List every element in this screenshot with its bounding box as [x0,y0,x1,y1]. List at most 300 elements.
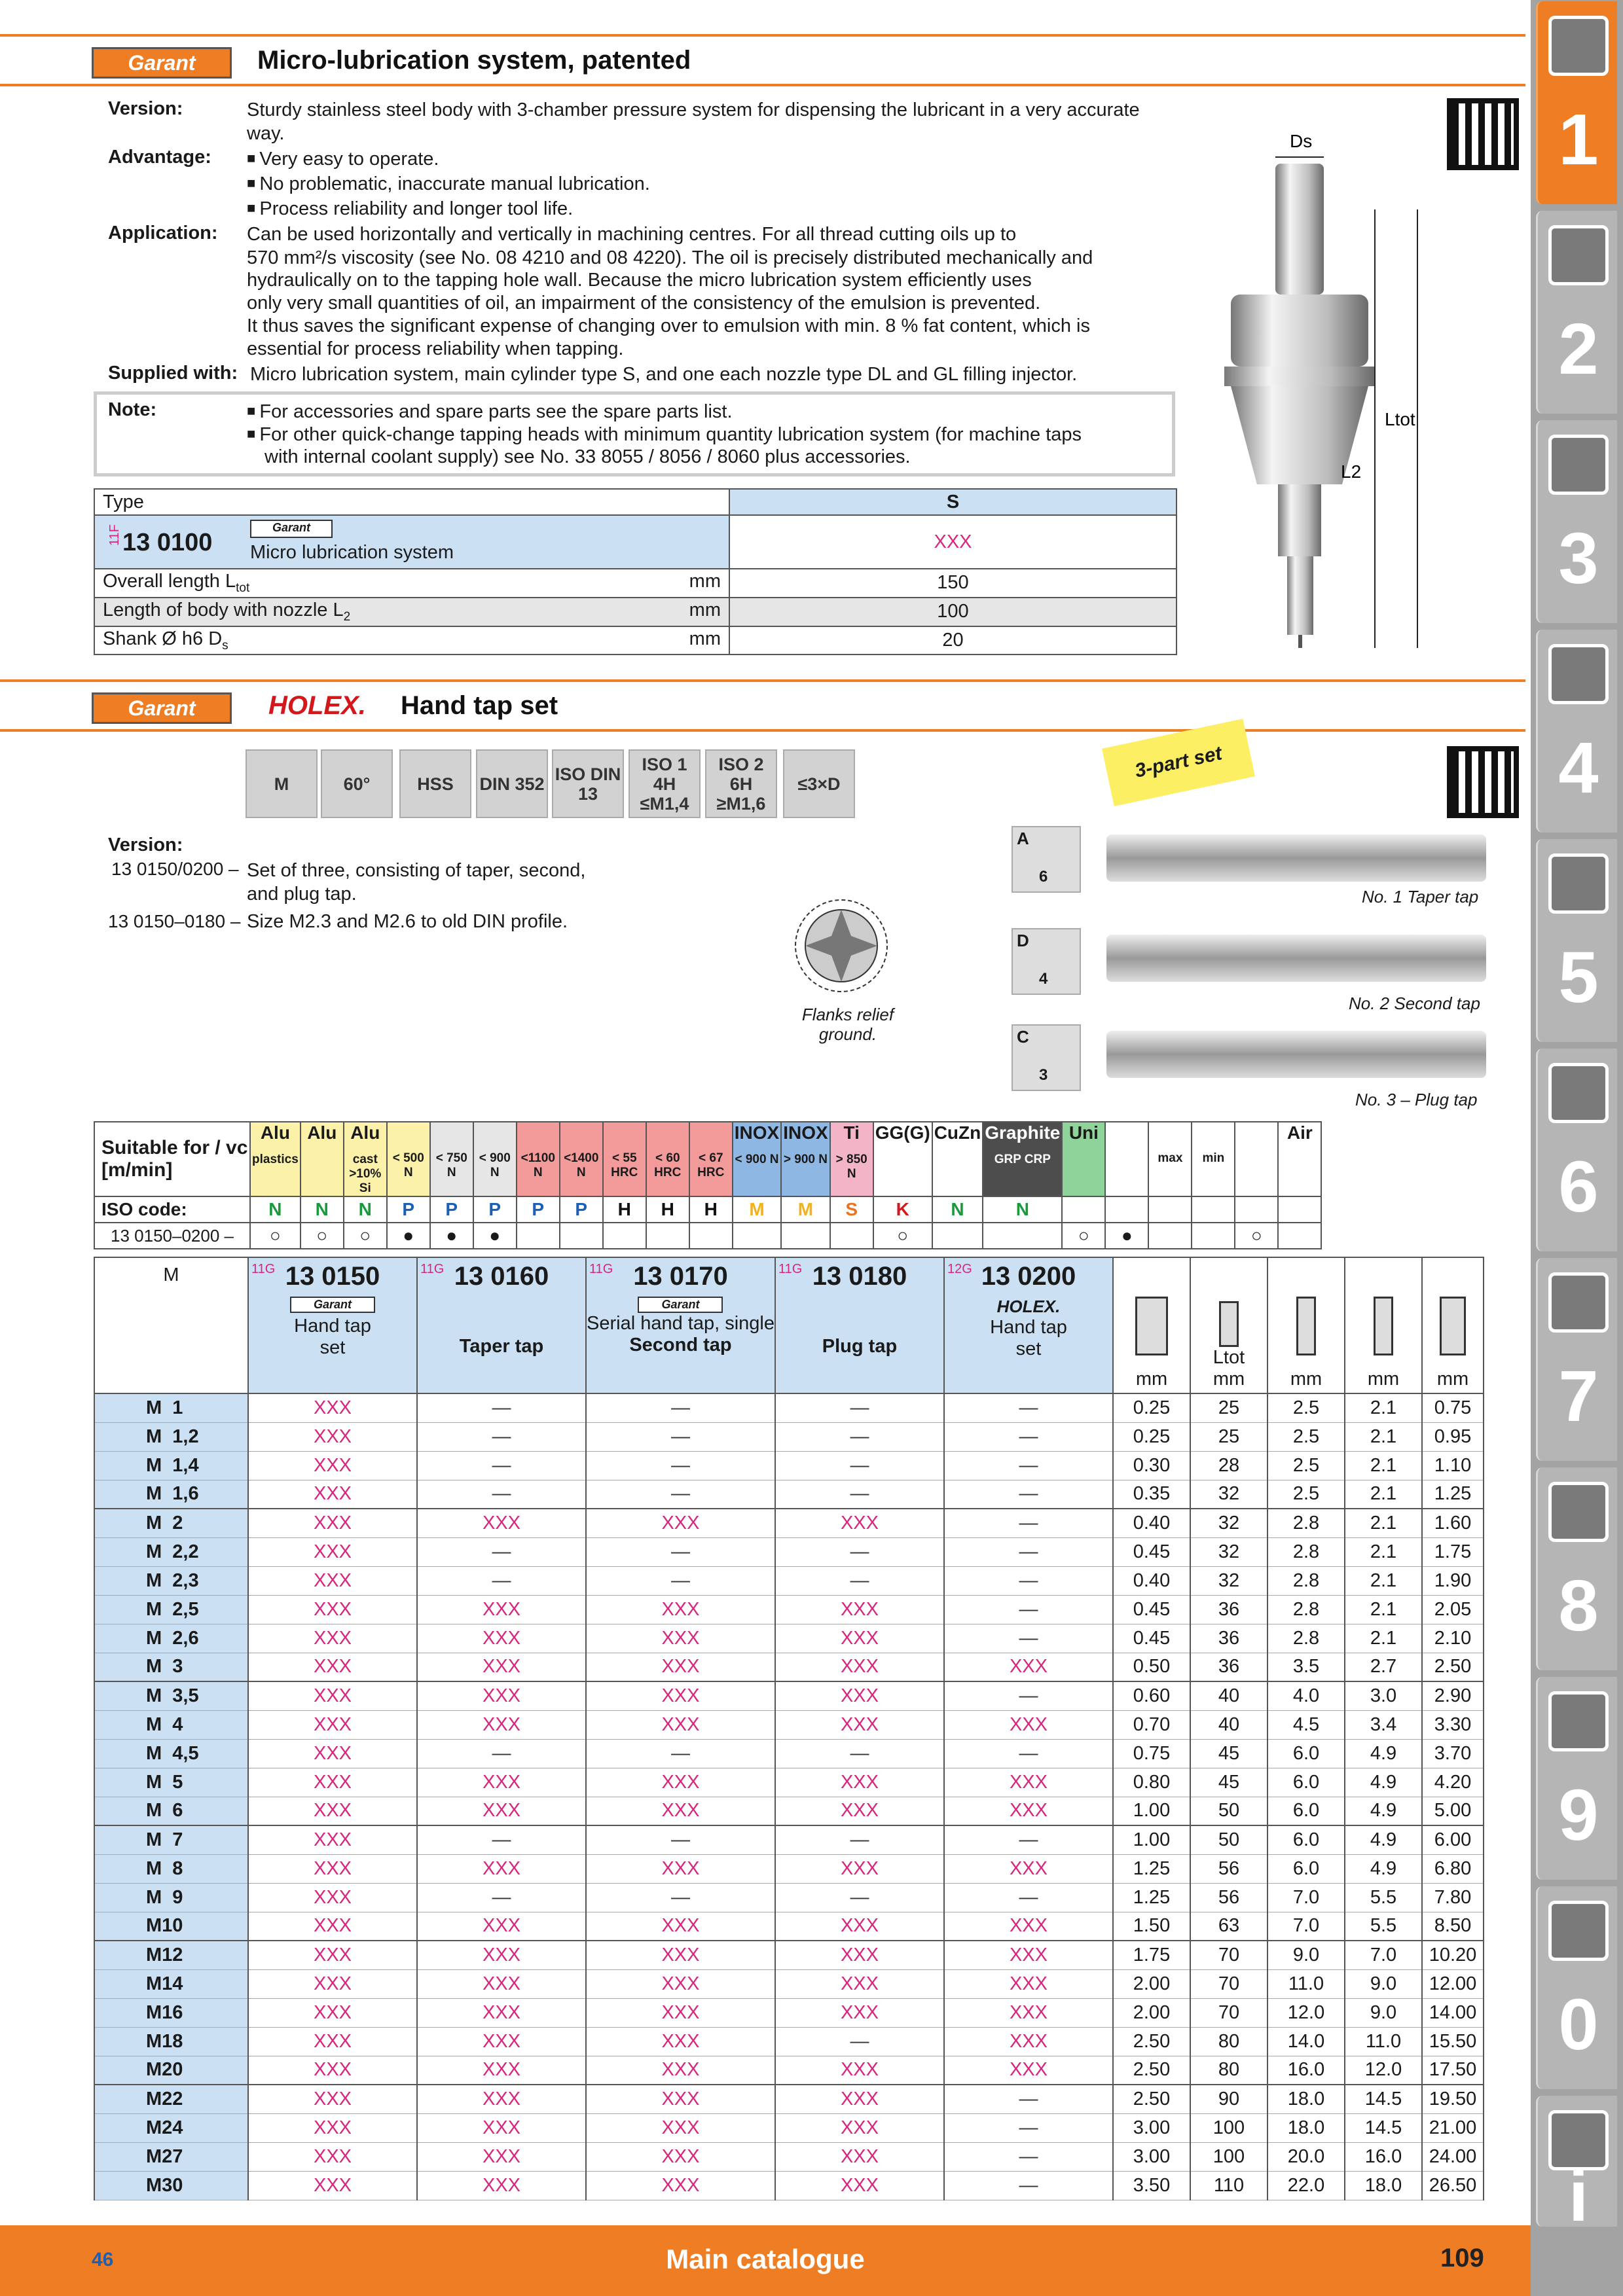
value-cell: — [944,2085,1113,2113]
garant-logo: Garant [92,692,232,724]
safety-goggles-icon [1548,1901,1609,1961]
suitability-table [94,1121,1322,1249]
price-cell: XXX [248,1969,417,1998]
price-cell: XXX [944,1768,1113,1797]
value-cell: 12.0 [1267,1998,1345,2027]
price-cell: XXX [775,1797,944,1825]
iso-code-cell: N [250,1196,301,1223]
micro-lubrication-tool-image [1205,118,1427,661]
thread-size-cell: M30 [94,2171,248,2200]
material-col-header: min [1192,1122,1235,1196]
hand-tap-table [94,1257,1484,2200]
material-col-header: < 750 N [430,1122,473,1196]
suitability-mark [830,1223,873,1249]
application-line: essential for process reliability when tapping. [247,338,624,359]
version-label: Version: [108,98,183,119]
value-cell: — [944,1480,1113,1509]
advantage-item: ■ No problematic, inaccurate manual lubrication. [247,171,650,196]
thread-size-cell: M27 [94,2142,248,2171]
value-cell: 4.9 [1345,1854,1422,1883]
application-line: Can be used horizontally and vertically in machining centres. For all thread cutting oils up to [247,224,1017,245]
value-cell: — [417,1480,586,1509]
value-cell: 4.9 [1345,1739,1422,1768]
col-13-0180: 11G 13 0180 Plug tap [775,1257,944,1393]
suitability-mark [1278,1223,1321,1249]
suitability-mark [932,1223,983,1249]
thread-size-cell: M22 [94,2085,248,2113]
price-cell: XXX [586,2085,775,2113]
iso-code-cell: P [387,1196,430,1223]
chapter-tab-1[interactable] [1536,1,1617,204]
qr-code[interactable] [1447,98,1519,170]
price-cell: XXX [775,1969,944,1998]
value-cell: 1.25 [1113,1883,1190,1912]
chapter-number: 7 [1558,1356,1599,1437]
thread-size-cell: M 2 [94,1509,248,1537]
thread-size-cell: M 3,5 [94,1681,248,1710]
material-col-header: INOX > 900 N [781,1122,830,1196]
iso-code-cell: N [344,1196,387,1223]
chapter-tab-3[interactable] [1536,420,1617,623]
chapter-tab-8[interactable] [1536,1467,1617,1670]
grinding-disc-icon [1548,853,1609,914]
value-cell: — [775,1537,944,1566]
value-cell: — [775,1480,944,1509]
value-cell: 26.50 [1422,2171,1484,2200]
chapter-number: 3 [1558,518,1599,599]
table-row [94,2171,1484,2200]
value-cell: 1.25 [1422,1480,1484,1509]
value-cell: — [586,1451,775,1480]
table-row [94,1595,1484,1624]
suitability-mark: ○ [344,1223,387,1249]
thread-size-cell: M 4,5 [94,1739,248,1768]
value-cell: — [586,1566,775,1595]
suitability-mark: ● [473,1223,517,1249]
iso-code-cell: S [830,1196,873,1223]
value-cell: 2.50 [1113,2085,1190,2113]
spec-row-label: Shank Ø h6 $D_s$ mm [94,626,729,655]
iso-code-cell: K [873,1196,932,1223]
holex-logo: HOLEX. [268,691,366,720]
value-cell: 1.60 [1422,1509,1484,1537]
thread-size-cell: M 2,6 [94,1624,248,1653]
value-cell: 0.75 [1113,1739,1190,1768]
chamfer-form-c: C 3 [1012,1024,1081,1091]
iso-code-cell: N [301,1196,344,1223]
price-cell: XXX [586,1509,775,1537]
value-cell: 11.0 [1345,2027,1422,2056]
value-cell: 7.0 [1345,1941,1422,1969]
value-cell: 6.0 [1267,1768,1345,1797]
value-cell: 9.0 [1345,1998,1422,2027]
value-cell: 90 [1190,2085,1267,2113]
thread-size-cell: M10 [94,1912,248,1941]
value-cell: 2.50 [1422,1653,1484,1681]
price-cell: XXX [586,1595,775,1624]
thread-size-cell: M 1,2 [94,1422,248,1451]
material-col-header: Air [1278,1122,1321,1196]
thread-size-cell: M12 [94,1941,248,1969]
chapter-tab-i[interactable] [1536,2096,1617,2236]
price-cell: XXX [775,1998,944,2027]
table-row [94,1912,1484,1941]
value-cell: 0.60 [1113,1681,1190,1710]
table-row [94,1883,1484,1912]
price-cell: XXX [248,1509,417,1537]
table-row [94,2085,1484,2113]
value-cell: 2.8 [1267,1509,1345,1537]
table-row [94,1825,1484,1854]
table-row [94,1739,1484,1768]
value-cell: 70 [1190,1969,1267,1998]
square-size-icon [1374,1297,1393,1355]
section-header-hand-tap-set [0,679,1525,732]
footer-bar [0,2225,1531,2296]
iso-code-cell: P [517,1196,560,1223]
value-cell: — [775,1451,944,1480]
value-cell: — [775,1393,944,1422]
table-row [94,1537,1484,1566]
iso-code-cell [1105,1196,1148,1223]
value-cell: — [944,1883,1113,1912]
value-cell: — [775,1566,944,1595]
price-cell: XXX [944,2027,1113,2056]
price-cell: XXX [586,1653,775,1681]
thread-size-cell: M 2,3 [94,1566,248,1595]
price-cell: XXX [775,1768,944,1797]
price-cell: XXX [248,1941,417,1969]
price-cell: XXX [586,1854,775,1883]
chapter-number: 4 [1558,728,1599,808]
value-cell: 14.0 [1267,2027,1345,2056]
price-cell: XXX [586,1681,775,1710]
value-cell: 2.1 [1345,1393,1422,1422]
table-row [94,1998,1484,2027]
thread-size-cell: M16 [94,1998,248,2027]
price-cell: XXX [417,2142,586,2171]
value-cell: 25 [1190,1393,1267,1422]
chapter-tab-9[interactable] [1536,1677,1617,1880]
price-cell: XXX [586,1768,775,1797]
value-cell: 3.4 [1345,1710,1422,1739]
iso-code-cell: H [603,1196,646,1223]
value-cell: 2.1 [1345,1509,1422,1537]
col-13-0160: 11G 13 0160 Taper tap [417,1257,586,1393]
value-cell: 0.45 [1113,1537,1190,1566]
value-cell: — [775,2027,944,2056]
value-cell: 1.50 [1113,1912,1190,1941]
table-row [94,1941,1484,1969]
material-col-header: Graphite GRP CRP [983,1122,1062,1196]
value-cell: 25 [1190,1422,1267,1451]
value-cell: 4.9 [1345,1797,1422,1825]
value-cell: 0.75 [1422,1393,1484,1422]
price-cell: XXX [248,2056,417,2085]
type-value: S [729,489,1176,515]
price-cell: XXX [775,1854,944,1883]
price-cell: XXX [586,2113,775,2142]
price-cell: XXX [944,2056,1113,2085]
spec-row-value: 20 [729,626,1176,655]
chapter-tabs [1531,0,1623,2296]
value-cell: 2.8 [1267,1537,1345,1566]
value-cell: 0.30 [1113,1451,1190,1480]
value-cell: 2.8 [1267,1624,1345,1653]
value-cell: 2.50 [1113,2056,1190,2085]
price-cell: XXX [248,1566,417,1595]
workbench-icon [1548,1482,1609,1542]
material-col-header: < 500 N [387,1122,430,1196]
suitability-mark: ○ [250,1223,301,1249]
value-cell: 3.5 [1267,1653,1345,1681]
value-cell: — [775,1739,944,1768]
value-cell: — [944,1681,1113,1710]
value-cell: 45 [1190,1768,1267,1797]
price-cell: XXX [248,1768,417,1797]
iso-code-cell: P [430,1196,473,1223]
value-cell: 18.0 [1345,2171,1422,2200]
value-cell: 21.00 [1422,2113,1484,2142]
shank-header: mm [1267,1257,1345,1393]
table-row [94,1797,1484,1825]
picto-iso1-4h: ISO 1 4H ≤M1,4 [629,749,701,818]
tap-caption: No. 2 Second tap [1349,994,1480,1013]
picto-iso-din-13: ISO DIN 13 [552,749,624,818]
shank-diameter-icon [1296,1297,1316,1355]
price-cell: XXX [775,2142,944,2171]
iso-code-cell: P [560,1196,603,1223]
type-label: Type [94,489,729,515]
material-col-header: < 900 N [473,1122,517,1196]
value-cell: 12.00 [1422,1969,1484,1998]
value-cell: 3.00 [1113,2113,1190,2142]
iso-code-cell: N [983,1196,1062,1223]
material-col-header: < 60 HRC [646,1122,689,1196]
thread-size-cell: M 1 [94,1393,248,1422]
value-cell: 6.0 [1267,1739,1345,1768]
chapter-tab-2[interactable] [1536,211,1617,414]
chapter-number: 2 [1558,309,1599,389]
tap-holder-icon [1548,435,1609,495]
section-title: Micro-lubrication system, patented [257,46,691,75]
spec-row-value: 100 [729,598,1176,626]
value-cell: 5.5 [1345,1883,1422,1912]
chapter-tab-0[interactable] [1536,1886,1617,2089]
ltot-header: Ltot mm [1190,1257,1267,1393]
value-cell: — [944,1537,1113,1566]
value-cell: 6.0 [1267,1797,1345,1825]
value-cell: 0.40 [1113,1566,1190,1595]
chapter-tab-5[interactable] [1536,839,1617,1042]
value-cell: 2.1 [1345,1537,1422,1566]
chamfer-form-d: D 4 [1012,928,1081,995]
value-cell: — [586,1739,775,1768]
col-13-0170: 11G 13 0170 Garant Serial hand tap, single Second tap [586,1257,775,1393]
version-code: 13 0150/0200 – [111,859,239,879]
version-code: 13 0150–0180 – [108,911,241,931]
value-cell: 8.50 [1422,1912,1484,1941]
price-cell: XXX [944,1969,1113,1998]
chapter-tab-6[interactable] [1536,1049,1617,1251]
value-cell: 22.0 [1267,2171,1345,2200]
garant-logo-small: Garant [250,520,333,538]
micro-lubrication-spec-table [94,488,1177,655]
picto-hss: HSS [399,749,471,818]
material-col-header: INOX < 900 N [733,1122,781,1196]
table-row [94,1624,1484,1653]
value-cell: 0.25 [1113,1422,1190,1451]
chapter-tab-7[interactable] [1536,1258,1617,1461]
price-cell: XXX [248,1537,417,1566]
material-col-header: Alu cast >10% Si [344,1122,387,1196]
chamfer-form-a: A 6 [1012,826,1081,893]
spec-row-label: Length of body with nozzle $L_2$ mm [94,598,729,626]
value-cell: 4.20 [1422,1768,1484,1797]
table-row [94,2027,1484,2056]
value-cell: 32 [1190,1537,1267,1566]
tap-length-icon [1219,1301,1239,1347]
value-cell: 10.20 [1422,1941,1484,1969]
article-code: 13 0100 [122,529,213,556]
second-tap-image [1106,935,1486,982]
suitability-mark: ○ [1235,1223,1278,1249]
section-title: Hand tap set [401,691,558,720]
value-cell: — [586,1422,775,1451]
value-cell: 6.80 [1422,1854,1484,1883]
price-cell: XXX [944,1854,1113,1883]
drill-icon [1548,16,1609,76]
value-cell: 19.50 [1422,2085,1484,2113]
picto-metric-thread: M [246,749,318,818]
application-label: Application: [108,223,218,243]
suitability-mark: ● [387,1223,430,1249]
iso-code-cell [1278,1196,1321,1223]
material-col-header: max [1148,1122,1192,1196]
l2-label: L2 [1341,461,1362,482]
price-cell: XXX [775,2171,944,2200]
col-13-0200: 12G 13 0200 HOLEX. Hand tap set [944,1257,1113,1393]
value-cell: — [417,1393,586,1422]
supplied-text: Micro lubrication system, main cylinder type S, and one each nozzle type DL and GL filling injector. [250,364,1078,385]
table-row [94,1710,1484,1739]
thread-size-cell: M20 [94,2056,248,2085]
value-cell: — [586,1393,775,1422]
thread-size-cell: M 1,6 [94,1480,248,1509]
value-cell: 32 [1190,1566,1267,1595]
price-cell: XXX [417,1509,586,1537]
value-cell: — [417,1566,586,1595]
version-row-text: Set of three, consisting of taper, second, and plug tap. [247,860,586,905]
price-cell: XXX [417,1998,586,2027]
price-cell: XXX [944,1941,1113,1969]
value-cell: — [586,1825,775,1854]
table-row [94,1393,1484,1422]
value-cell: 0.45 [1113,1595,1190,1624]
value-cell: 2.05 [1422,1595,1484,1624]
ds-label: Ds [1290,131,1313,151]
flank-relief-diagram [792,897,890,995]
table-row [94,1480,1484,1509]
chapter-number: 1 [1558,99,1599,180]
value-cell: 2.1 [1345,1595,1422,1624]
price-cell: XXX [248,2027,417,2056]
value-cell: — [944,1509,1113,1537]
value-cell: 28 [1190,1451,1267,1480]
price-cell: XXX [775,2113,944,2142]
value-cell: 6.00 [1422,1825,1484,1854]
footer-title: Main catalogue [666,2244,865,2274]
value-cell: 3.0 [1345,1681,1422,1710]
price-cell: XXX [248,1480,417,1509]
price-cell: XXX [586,2142,775,2171]
picto-thread-angle: 60° [321,749,393,818]
value-cell: — [417,1825,586,1854]
price-cell: XXX [586,1998,775,2027]
value-cell: — [417,1883,586,1912]
value-cell: 1.25 [1113,1854,1190,1883]
value-cell: 11.0 [1267,1969,1345,1998]
value-cell: 4.5 [1267,1710,1345,1739]
value-cell: 100 [1190,2142,1267,2171]
price-cell: XXX [586,1797,775,1825]
price-cell: XXX [248,2171,417,2200]
value-cell: 32 [1190,1509,1267,1537]
value-cell: 4.0 [1267,1681,1345,1710]
thread-size-cell: M 7 [94,1825,248,1854]
qr-code[interactable] [1447,746,1519,818]
value-cell: 3.50 [1113,2171,1190,2200]
value-cell: 2.8 [1267,1595,1345,1624]
spec-row-label: Overall length $L_{tot}$ mm [94,569,729,598]
material-col-header: <1400 N [560,1122,603,1196]
price-cell: XXX [248,1393,417,1422]
value-cell: — [586,1883,775,1912]
iso-code-cell: H [646,1196,689,1223]
price-cell: XXX [775,1710,944,1739]
value-cell: 2.1 [1345,1422,1422,1451]
value-cell: 0.45 [1113,1624,1190,1653]
value-cell: 6.0 [1267,1854,1345,1883]
chapter-number: 9 [1558,1775,1599,1856]
picto-din-352: DIN 352 [476,749,548,818]
chapter-tab-4[interactable] [1536,630,1617,833]
price-cell: XXX [775,1681,944,1710]
price-cell: XXX [586,1710,775,1739]
material-col-header: Alu plastics [250,1122,301,1196]
value-cell: 14.5 [1345,2085,1422,2113]
price-cell: XXX [417,1969,586,1998]
iso-code-cell [1235,1196,1278,1223]
price-cell: XXX [417,1912,586,1941]
table-row [94,1653,1484,1681]
price-cell: XXX [248,1710,417,1739]
price-cell: XXX [417,1653,586,1681]
value-cell: 1.00 [1113,1825,1190,1854]
value-cell: 9.0 [1345,1969,1422,1998]
advantage-label: Advantage: [108,147,211,168]
suitable-label: Suitable for / vc [m/min] [94,1122,250,1196]
value-cell: 0.35 [1113,1480,1190,1509]
thread-size-cell: M18 [94,2027,248,2056]
flanks-caption: Flanks relief ground. [801,1005,894,1044]
left-page-number: 46 [92,2249,114,2270]
value-cell: — [586,1537,775,1566]
note-label: Note: [108,399,157,420]
material-col-header: < 67 HRC [689,1122,733,1196]
price-cell: XXX [248,1825,417,1854]
note-item: ■ For other quick-change tapping heads with minimum quantity lubrication system (for machine taps [247,422,1082,446]
